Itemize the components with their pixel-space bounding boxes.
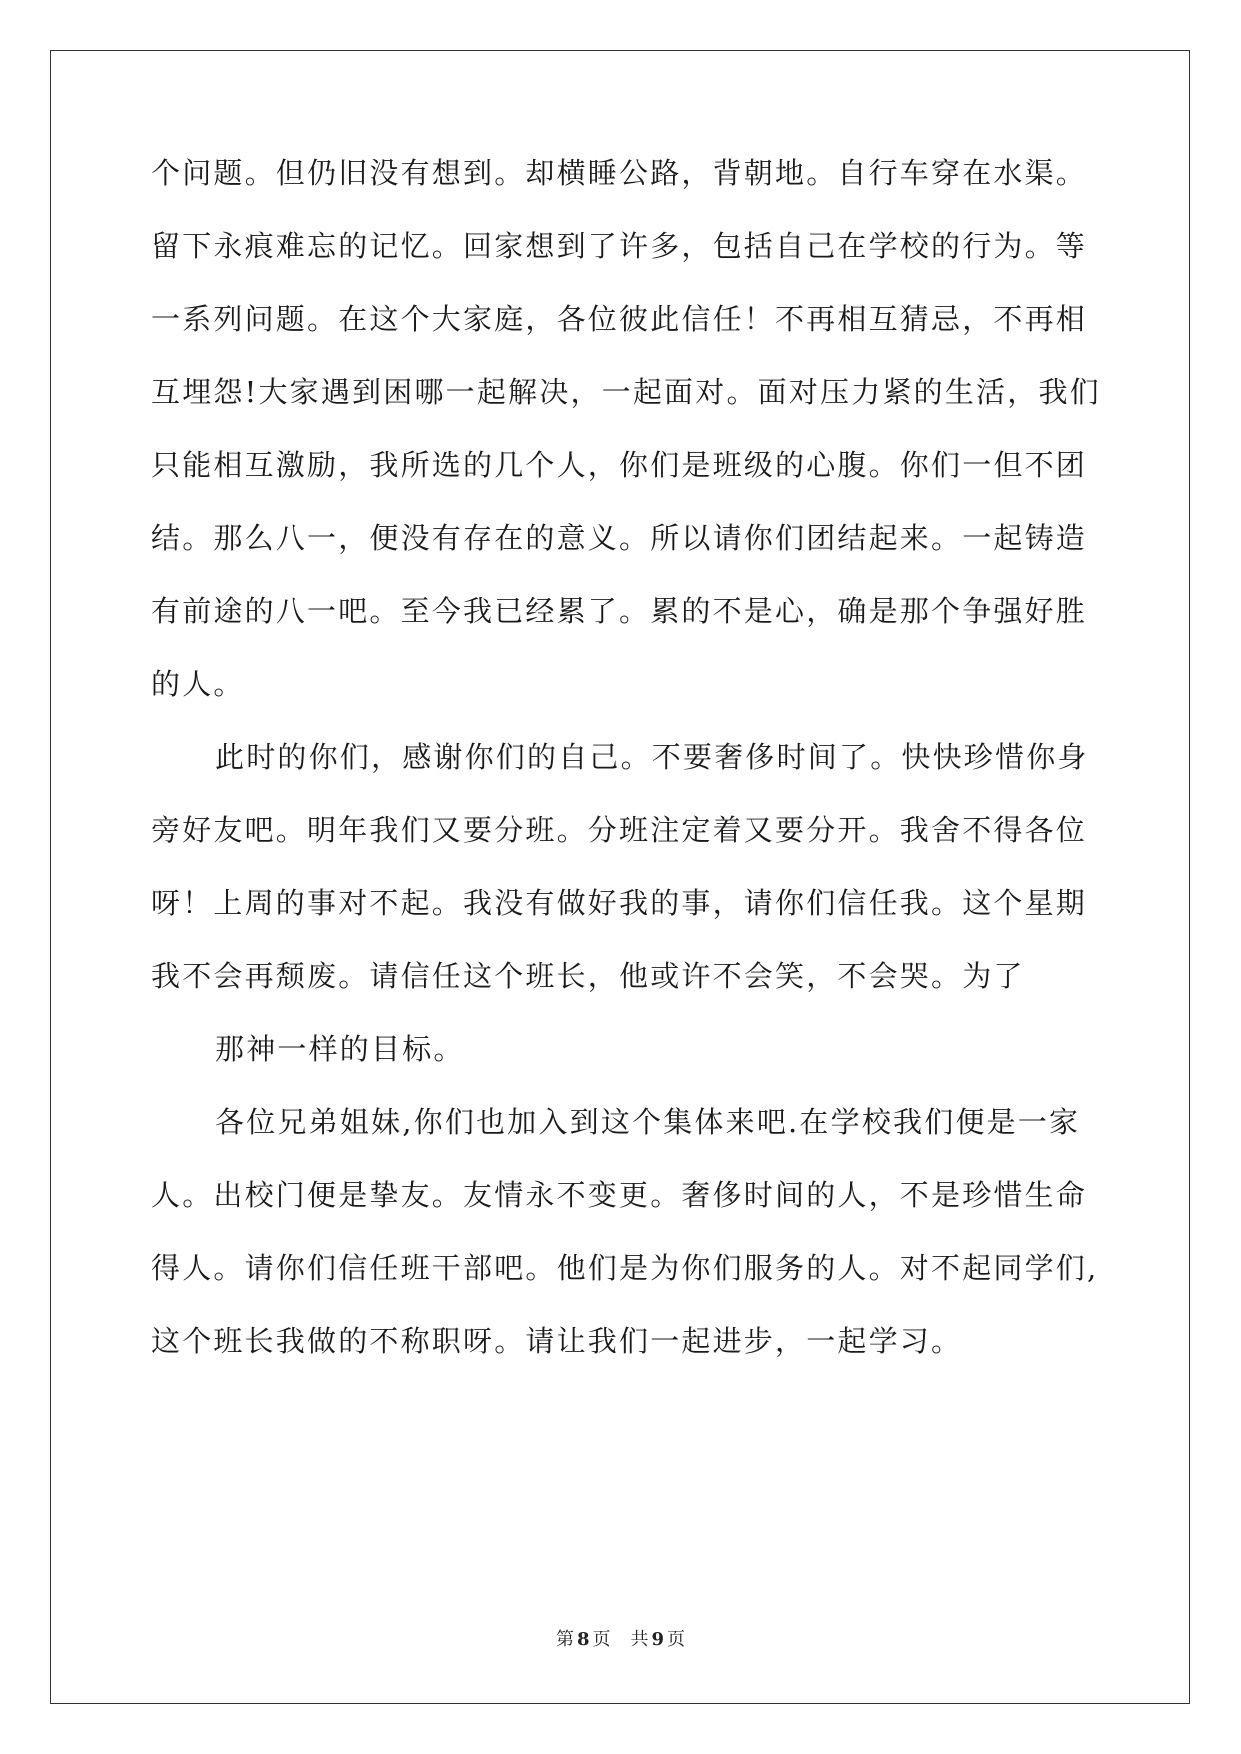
total-suffix: 页 [667,1629,686,1650]
text-line: 旁好友吧。明年我们又要分班。分班注定着又要分开。我舍不得各位 [151,813,1088,847]
page-prefix: 第 [555,1629,574,1650]
paragraph-start-line: 那神一样的目标。 [215,1032,465,1066]
text-line: 人。出校门便是挚友。友情永不变更。奢侈时间的人，不是珍惜生命 [151,1178,1088,1212]
text-line: 个问题。但仍旧没有想到。却横睡公路，背朝地。自行车穿在水渠。 [151,156,1088,190]
text-line: 结。那么八一，便没有存在的意义。所以请你们团结起来。一起铸造 [151,521,1088,555]
page-footer [0,1628,1241,1652]
text-line: 一系列问题。在这个大家庭，各位彼此信任！不再相互猜忌，不再相 [151,302,1088,336]
text-line: 得人。请你们信任班干部吧。他们是为你们服务的人。对不起同学们, [151,1251,1099,1285]
text-line: 呀！上周的事对不起。我没有做好我的事，请你们信任我。这个星期 [151,886,1088,920]
paragraph-start-line: 此时的你们，感谢你们的自己。不要奢侈时间了。快快珍惜你身 [215,740,1089,774]
total-prefix: 共 [630,1629,649,1650]
page-number: 8 [576,1629,590,1650]
text-line: 这个班长我做的不称职呀。请让我们一起进步，一起学习。 [151,1324,963,1358]
text-line: 互埋怨!大家遇到困哪一起解决，一起面对。面对压力紧的生活，我们 [151,375,1101,409]
text-line: 有前途的八一吧。至今我已经累了。累的不是心，确是那个争强好胜 [151,594,1088,628]
text-line: 我不会再颓废。请信任这个班长，他或许不会笑，不会哭。为了 [151,959,1025,993]
paragraph-start-line: 各位兄弟姐妹,你们也加入到这个集体来吧.在学校我们便是一家 [215,1105,1081,1139]
text-line: 只能相互激励，我所选的几个人，你们是班级的心腹。你们一但不团 [151,448,1088,482]
total-pages: 9 [651,1629,665,1650]
text-line: 留下永痕难忘的记忆。回家想到了许多，包括自己在学校的行为。等 [151,229,1088,263]
page-suffix: 页 [592,1629,611,1650]
text-line: 的人。 [151,667,245,701]
